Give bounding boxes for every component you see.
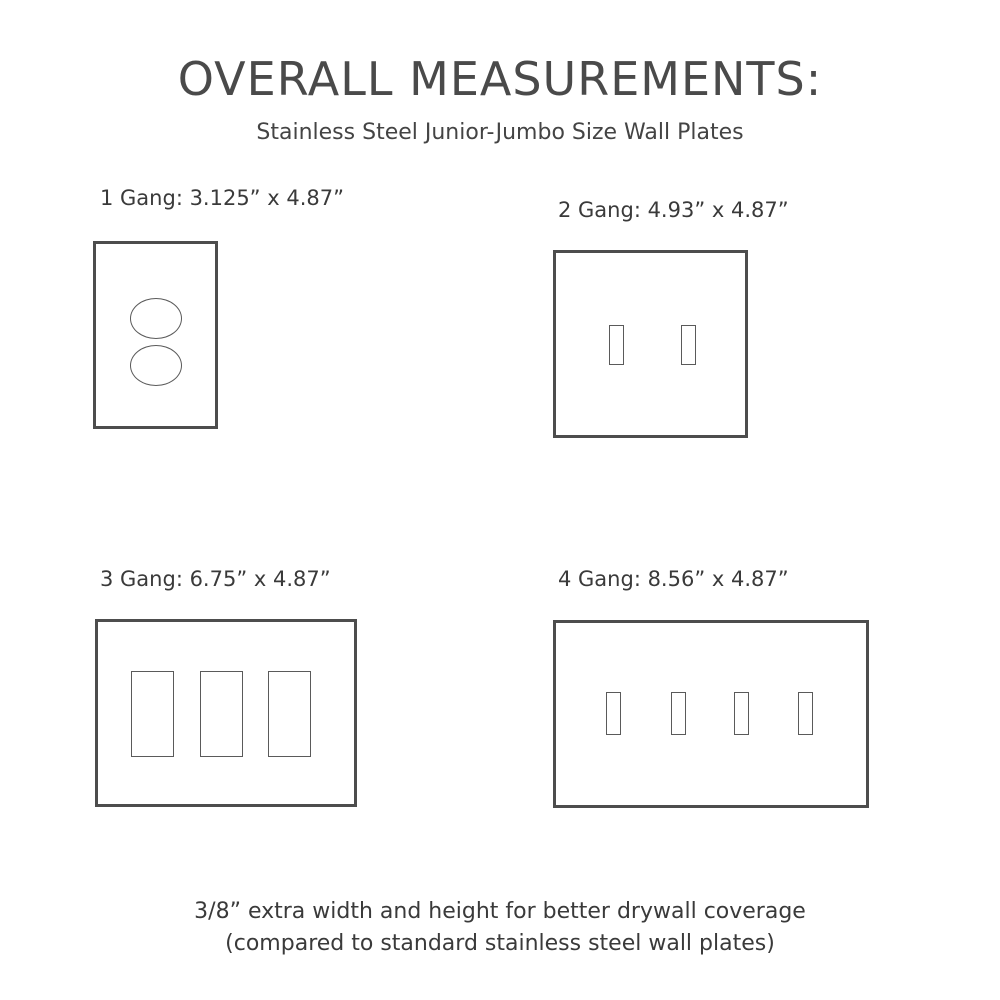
plate-3-gang-outline	[95, 619, 357, 807]
rocker-slot-2	[200, 671, 243, 757]
toggle-slot-1	[609, 325, 624, 365]
toggle-slot-1	[606, 692, 621, 735]
plate-1-gang-label: 1 Gang: 3.125” x 4.87”	[100, 186, 344, 210]
toggle-slot-4	[798, 692, 813, 735]
outlet-hole-top	[130, 298, 182, 339]
page-title: OVERALL MEASUREMENTS:	[177, 52, 823, 106]
plate-4-gang-label: 4 Gang: 8.56” x 4.87”	[558, 567, 789, 591]
rocker-slot-1	[131, 671, 174, 757]
toggle-slot-2	[681, 325, 696, 365]
plate-1-gang-outline	[93, 241, 218, 429]
rocker-slot-3	[268, 671, 311, 757]
footnote-line-1: 3/8” extra width and height for better drywall coverage	[194, 899, 806, 924]
toggle-slot-2	[671, 692, 686, 735]
outlet-hole-bottom	[130, 345, 182, 386]
toggle-slot-3	[734, 692, 749, 735]
plate-2-gang-outline	[553, 250, 748, 438]
plate-2-gang-label: 2 Gang: 4.93” x 4.87”	[558, 198, 789, 222]
plate-3-gang-label: 3 Gang: 6.75” x 4.87”	[100, 567, 331, 591]
footnote-line-2: (compared to standard stainless steel wall plates)	[225, 931, 775, 956]
page-subtitle: Stainless Steel Junior-Jumbo Size Wall Plates	[256, 120, 744, 145]
plate-4-gang-outline	[553, 620, 869, 808]
